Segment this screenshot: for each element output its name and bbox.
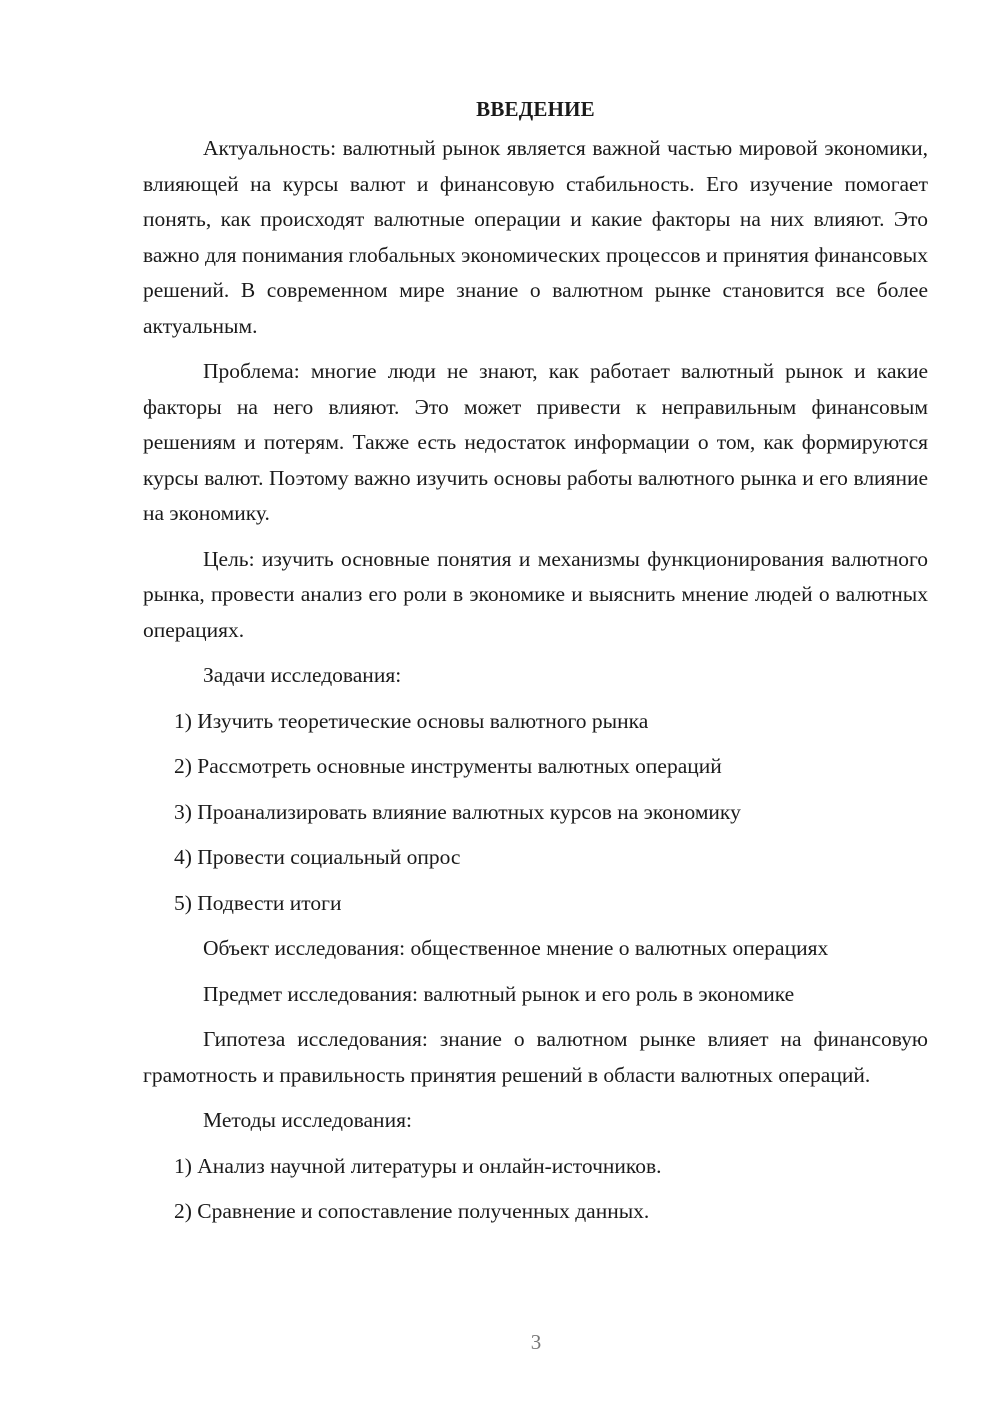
task-item: 4) Провести социальный опрос: [174, 845, 461, 869]
tasks-list: [143, 704, 928, 922]
research-object: Объект исследования: общественное мнение о валютных операциях: [203, 936, 829, 960]
methods-list: [143, 1149, 928, 1230]
method-item: 2) Сравнение и сопоставление полученных данных.: [174, 1199, 650, 1223]
task-item: 1) Изучить теоретические основы валютного рынка: [174, 708, 649, 733]
relevance-paragraph: Актуальность: валютный рынок является важной частью мировой экономики, влияющей на курсы валют и финансовую стабильность. Его изучение помогает понять, как происходят валютные операции и какие факторы на них влияют. Это важно для понимания глобальных экономических процессов и принятия финансовых решений. В современном мире знание о валютном рынке становится все более актуальным.: [143, 136, 928, 338]
research-subject: Предмет исследования: валютный рынок и его роль в экономике: [203, 981, 795, 1006]
task-item: 5) Подвести итоги: [174, 890, 342, 915]
task-item: 3) Проанализировать влияние валютных курсов на экономику: [174, 799, 741, 824]
methods-heading: Методы исследования:: [203, 1108, 412, 1132]
method-item: 1) Анализ научной литературы и онлайн-источников.: [174, 1153, 662, 1178]
goal-paragraph: Цель: изучить основные понятия и механизмы функционирования валютного рынка, провести анализ его роли в экономике и выяснить мнение людей о валютных операциях.: [143, 546, 928, 642]
hypothesis-paragraph: Гипотеза исследования: знание о валютном рынке влияет на финансовую грамотность и правильность принятия решений в области валютных операций.: [143, 1027, 928, 1087]
tasks-heading: Задачи исследования:: [203, 663, 402, 687]
section-title: ВВЕДЕНИЕ: [476, 97, 595, 121]
task-item: 2) Рассмотреть основные инструменты валютных операций: [174, 754, 722, 778]
problem-paragraph: Проблема: многие люди не знают, как работает валютный рынок и какие факторы на него влияют. Это может привести к неправильным финансовым решениям и потерям. Также есть недостаток информации о том, как формируются курсы валют. Поэтому важно изучить основы работы валютного рынка и его влияние на экономику.: [143, 359, 928, 525]
document-page: [143, 92, 928, 1240]
page-number: 3: [530, 1330, 542, 1354]
